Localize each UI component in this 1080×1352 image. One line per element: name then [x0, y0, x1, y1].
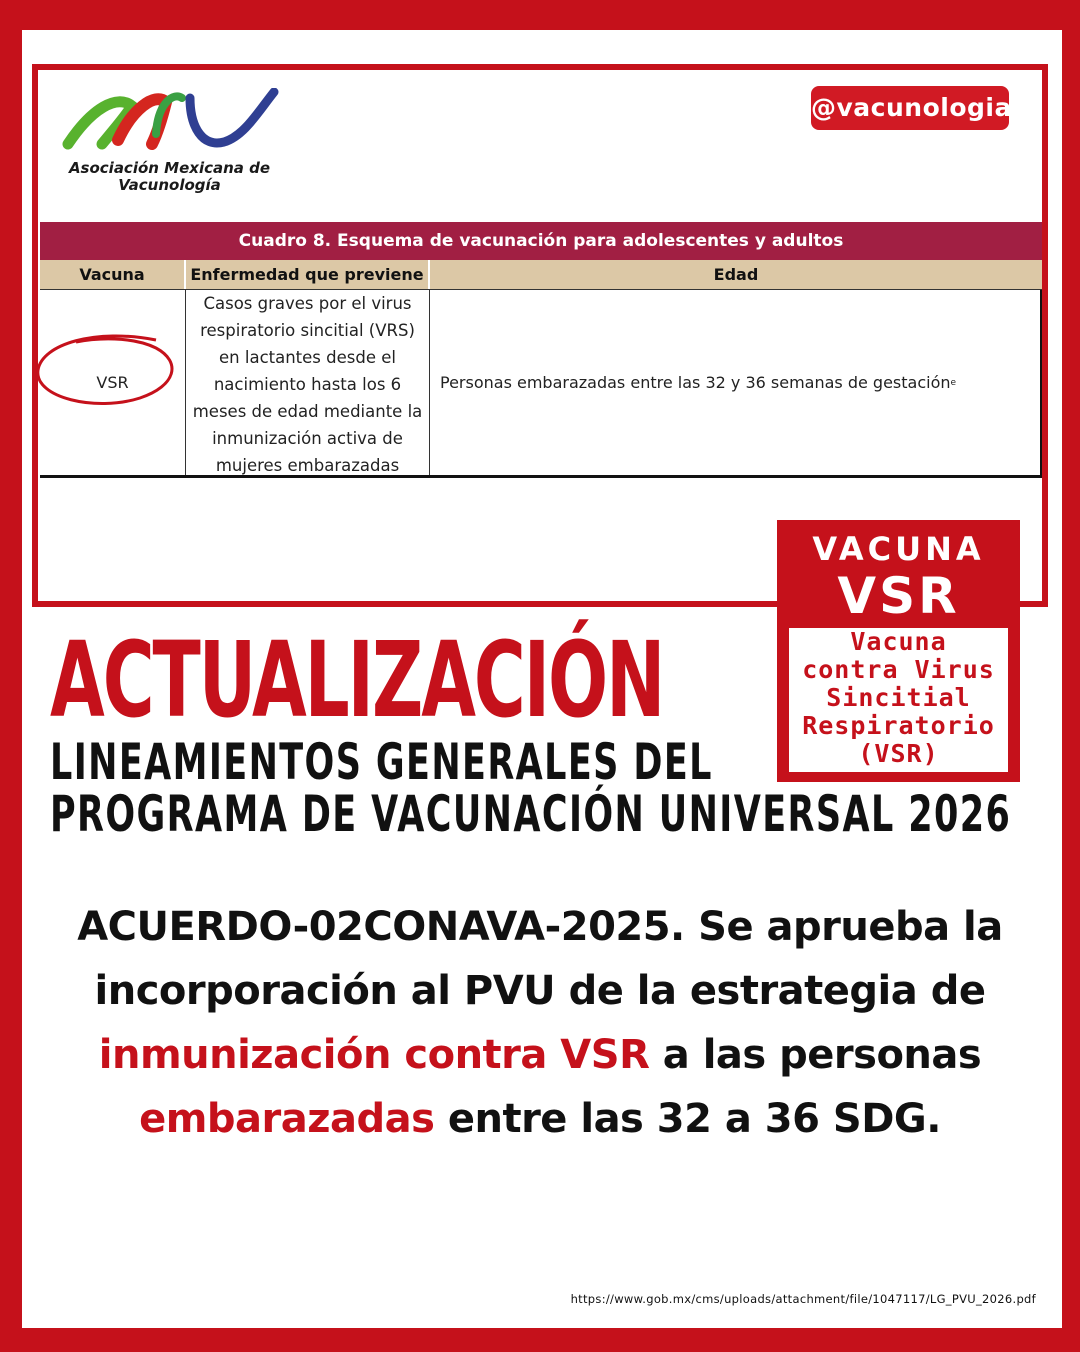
- agreement-line: [40, 1087, 1040, 1151]
- subtitle-line2: PROGRAMA DE VACUNACIÓN UNIVERSAL 2026: [50, 785, 1012, 843]
- column-header-enfermedad: Enfermedad que previene: [186, 260, 430, 289]
- disease-line: mujeres embarazadas: [215, 456, 400, 475]
- vaccination-table: [40, 222, 1042, 478]
- badge-description-line: Sincitial: [826, 683, 971, 712]
- disease-line: respiratorio sincitial (VRS): [200, 321, 415, 340]
- agreement-text-fragment: a las personas: [649, 1032, 982, 1078]
- badge-description: [789, 628, 1008, 772]
- amv-logo-icon: [62, 88, 282, 158]
- cell-vaccine: [40, 290, 186, 475]
- table-row: [40, 290, 1042, 478]
- disease-line: nacimiento hasta los 6: [213, 375, 402, 394]
- cell-disease: [186, 290, 430, 475]
- agreement-line: [40, 1023, 1040, 1087]
- badge-description-line: (VSR): [858, 739, 939, 768]
- badge-big-label: VSR: [837, 567, 960, 625]
- vaccine-badge: [777, 520, 1020, 782]
- headline: ACTUALIZACIÓN: [50, 619, 664, 741]
- highlight-text: embarazadas: [139, 1096, 435, 1142]
- column-header-edad: Edad: [713, 265, 759, 284]
- org-name-line2: Vacunología: [118, 176, 221, 194]
- subtitle-line1: LINEAMIENTOS GENERALES DEL: [50, 733, 713, 791]
- vaccine-name: VSR: [96, 373, 129, 392]
- age-text: Personas embarazadas entre las 32 y 36 semanas de gestación: [440, 373, 951, 392]
- disease-line: en lactantes desde el: [219, 348, 396, 367]
- table-caption: Cuadro 8. Esquema de vacunación para adolescentes y adultos: [40, 222, 1042, 260]
- disease-line: inmunización activa de: [212, 429, 403, 448]
- column-header-vacuna: Vacuna: [40, 260, 186, 289]
- badge-description-line: Vacuna: [850, 627, 947, 656]
- age-footnote-marker: e: [950, 377, 957, 388]
- cell-age: [430, 290, 1040, 475]
- agreement-text-fragment: entre las 32 a 36 SDG.: [434, 1096, 941, 1142]
- badge-top-label: VACUNA: [812, 530, 985, 568]
- badge-description-line: contra Virus: [802, 655, 995, 684]
- disease-line: meses de edad mediante la: [192, 402, 423, 421]
- badge-description-line: Respiratorio: [802, 711, 995, 740]
- org-logo: [62, 88, 282, 198]
- highlight-text: inmunización contra VSR: [98, 1032, 650, 1078]
- agreement-text: [40, 895, 1040, 1151]
- table-header-row: [40, 260, 1042, 290]
- source-url: https://www.gob.mx/cms/uploads/attachment/file/1047117/LG_PVU_2026.pdf: [570, 1292, 1036, 1306]
- disease-line: Casos graves por el virus: [203, 294, 412, 313]
- org-name-line1: Asociación Mexicana de: [68, 159, 271, 177]
- social-handle-badge: @vacunologia: [811, 86, 1009, 130]
- agreement-line: incorporación al PVU de la estrategia de: [94, 968, 986, 1014]
- hand-drawn-circle-icon: [36, 332, 182, 412]
- agreement-line: ACUERDO-02CONAVA-2025. Se aprueba la: [77, 904, 1003, 950]
